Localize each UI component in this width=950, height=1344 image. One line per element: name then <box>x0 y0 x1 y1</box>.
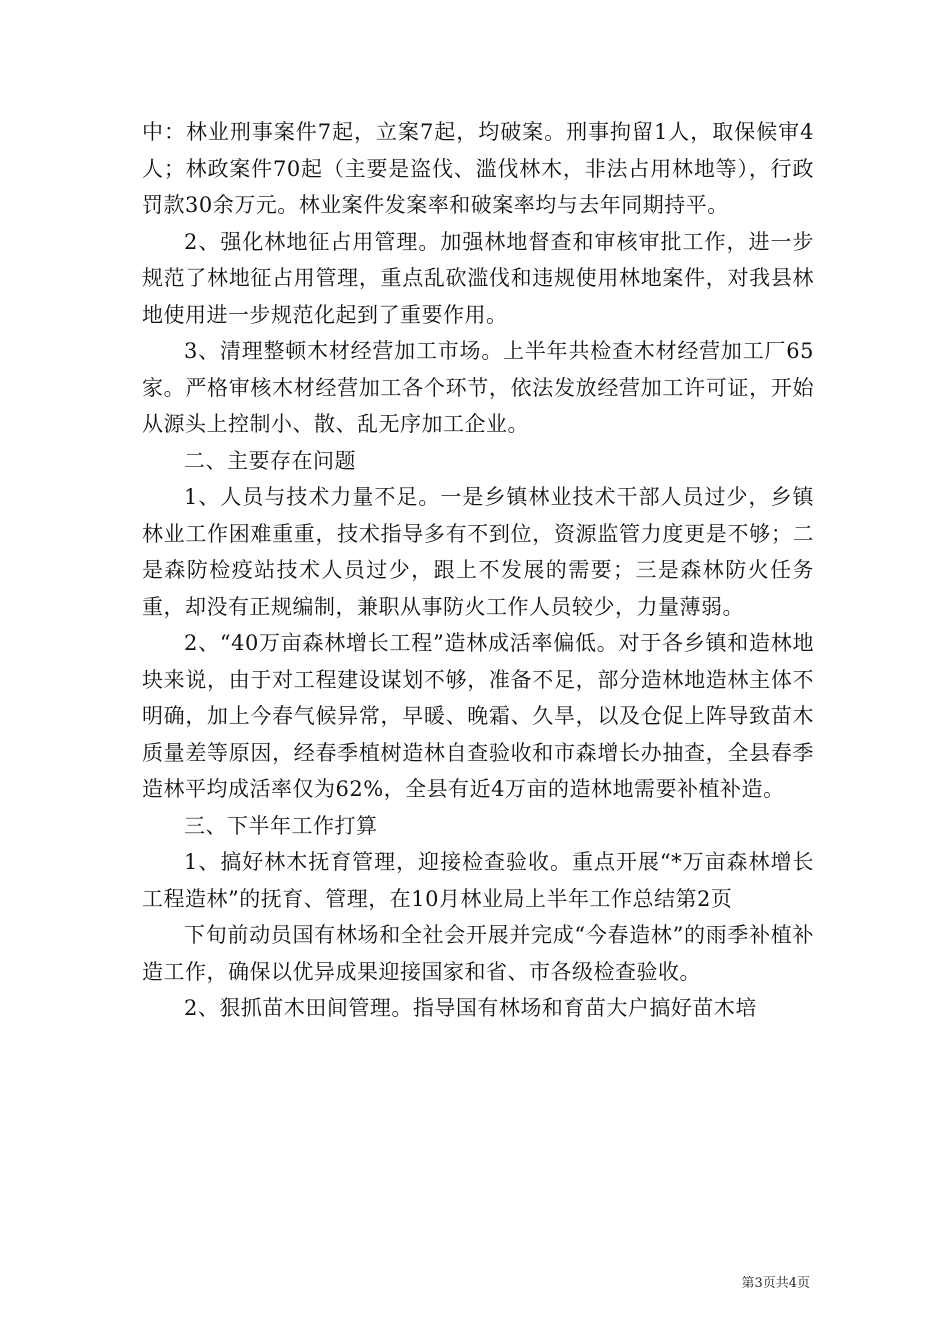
paragraph-case-statistics: 中：林业刑事案件7起，立案7起，均破案。刑事拘留1人，取保候审4人；林政案件70起（主要是盗伐、滥伐林木，非法占用林地等），行政罚款30余万元。林业案件发案率和破案率均与去年同期持平。 <box>142 120 814 217</box>
paragraph-rainy-season-replanting: 下旬前动员国有林场和全社会开展并完成“今春造林”的雨季补植补造工作，确保以优异成果迎接国家和省、市各级检查验收。 <box>142 923 814 984</box>
document-body <box>142 114 814 1027</box>
heading-second-half-plan: 三、下半年工作打算 <box>184 813 378 838</box>
heading-main-problems: 二、主要存在问题 <box>184 448 356 473</box>
page-number: 第3页共4页 <box>741 1276 810 1291</box>
paragraph-tending-management: 1、搞好林木抚育管理，迎接检查验收。重点开展“*万亩森林增长工程造林”的抚育、管理，在10月林业局上半年工作总结第2页 <box>142 850 814 911</box>
paragraph-staff-shortage: 1、人员与技术力量不足。一是乡镇林业技术干部人员过少，乡镇林业工作困难重重，技术指导多有不到位，资源监管力度更是不够；二是森防检疫站技术人员过少，跟上不发展的需要；三是森林防火任务重，却没有正规编制，兼职从事防火工作人员较少，力量薄弱。 <box>142 485 814 619</box>
paragraph-timber-market: 3、清理整顿木材经营加工市场。上半年共检查木材经营加工厂65家。严格审核木材经营加工各个环节，依法发放经营加工许可证，开始从源头上控制小、散、乱无序加工企业。 <box>142 339 814 436</box>
paragraph-forest-land-management: 2、强化林地征占用管理。加强林地督查和审核审批工作，进一步规范了林地征占用管理，重点乱砍滥伐和违规使用林地案件，对我县林地使用进一步规范化起到了重要作用。 <box>142 229 814 327</box>
paragraph-survival-rate: 2、“40万亩森林增长工程”造林成活率偏低。对于各乡镇和造林地块来说，由于对工程建设谋划不够，准备不足，部分造林地造林主体不明确，加上今春气候异常，早暖、晚霜、久旱，以及仓促上阵导致苗木质量差等原因，经春季植树造林自查验收和市森增长办抽查，全县春季造林平均成活率仅为62%，全县有近4万亩的造林地需要补植补造。 <box>142 631 814 801</box>
paragraph-seedling-management: 2、狠抓苗木田间管理。指导国有林场和育苗大户搞好苗木培 <box>184 996 757 1020</box>
